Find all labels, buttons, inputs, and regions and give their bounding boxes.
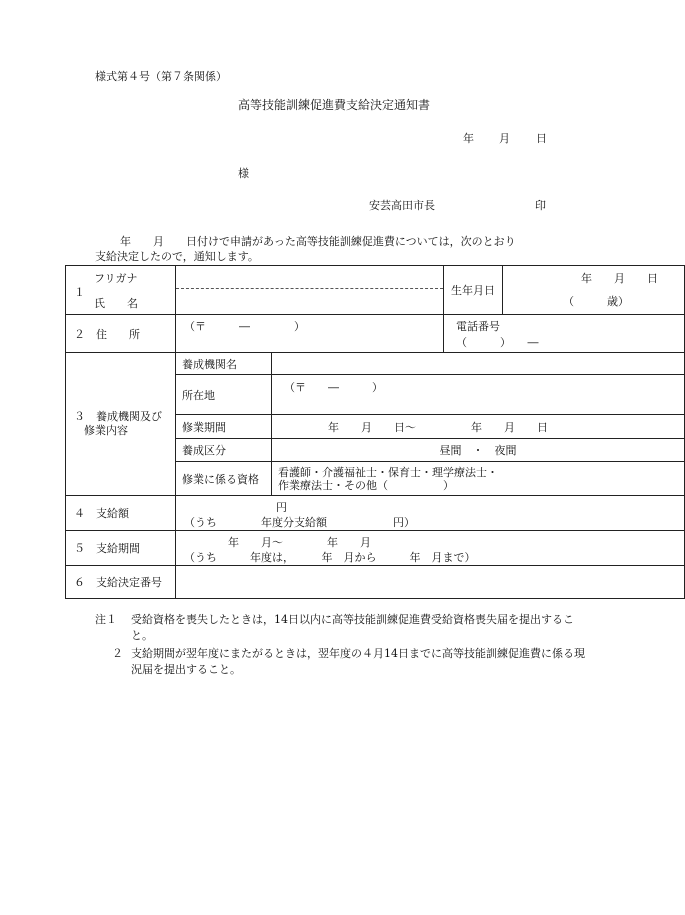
document-title: 高等技能訓練促進費支給決定通知書	[238, 98, 431, 112]
form-number: 様式第４号（第７条関係）	[95, 70, 227, 83]
qualification-line2: 作業療法士・その他（ ）	[278, 478, 454, 492]
institution-name-field[interactable]	[272, 353, 685, 375]
amount-detail: （うち 年度分支給額 円）	[184, 516, 415, 529]
address-field[interactable]	[176, 315, 444, 353]
age-value: （ 歳）	[563, 295, 629, 308]
intro-line-2: 支給決定したので，通知します。	[95, 250, 259, 263]
qualification-field[interactable]	[272, 462, 685, 496]
furigana-label: フリガナ	[94, 272, 138, 285]
addressee-suffix: 様	[238, 167, 249, 180]
period-label: 修業期間	[182, 420, 226, 434]
payment-period-detail: （うち 年度は， 年 月から 年 月まで）	[184, 551, 476, 564]
furigana-divider	[176, 288, 443, 289]
class-field[interactable]	[272, 439, 685, 462]
issuer-name: 安芸高田市長	[369, 199, 435, 212]
birthdate-label-cell	[444, 266, 503, 315]
class-label: 養成区分	[182, 444, 226, 457]
location-label-cell	[176, 375, 272, 415]
class-value: 昼間 ・ 夜間	[439, 444, 517, 457]
note-text: 支給期間が翌年度にまたがるときは，翌年度の４月14日までに高等技能訓練促進費に係る現況届を提出すること。	[131, 647, 585, 676]
period-field[interactable]	[272, 415, 685, 439]
class-label-cell	[176, 439, 272, 462]
institution-label-line1: ３ 養成機関及び	[74, 410, 162, 423]
phone-label: 電話番号	[456, 320, 500, 333]
note-text: 受給資格を喪失したときは，14日以内に高等技能訓練促進費受給資格喪失届を提出すること。	[131, 613, 574, 642]
decision-number-label: ６ 支給決定番号	[74, 576, 162, 589]
institution-name-label-cell	[176, 353, 272, 375]
period-label-cell	[176, 415, 272, 439]
decision-table	[65, 265, 685, 599]
intro-line-1: 年 月 日付けで申請があった高等技能訓練促進費については，次のとおり	[120, 235, 516, 248]
notes-section	[95, 612, 585, 678]
institution-section-label	[66, 353, 176, 496]
name-label: 氏 名	[94, 297, 138, 310]
note-number: ２	[112, 647, 123, 660]
seal-mark: 印	[535, 199, 546, 212]
period-value: 年 月 日～ 年 月 日	[328, 420, 548, 434]
amount-label: ４ 支給額	[74, 507, 129, 520]
qualification-label-cell	[176, 462, 272, 496]
name-field[interactable]	[176, 266, 444, 315]
qualification-label: 修業に係る資格	[182, 472, 259, 486]
location-field[interactable]	[272, 375, 685, 415]
institution-name-label: 養成機関名	[182, 357, 237, 371]
note-item	[95, 612, 585, 644]
location-label: 所在地	[182, 388, 215, 402]
amount-yen: 円	[276, 501, 287, 514]
address-label: ２ 住 所	[74, 327, 140, 341]
row1-label-cell	[66, 266, 176, 315]
payment-period-label: ５ 支給期間	[74, 542, 140, 555]
payment-period-field[interactable]	[176, 531, 685, 566]
period2-label-cell	[66, 531, 176, 566]
decision-number-label-cell	[66, 566, 176, 599]
date-month: 月	[499, 132, 510, 145]
amount-field[interactable]	[176, 496, 685, 531]
location-postal: （〒 ― ）	[284, 381, 383, 394]
date-day: 日	[536, 132, 547, 145]
birthdate-value: 年 月 日	[581, 272, 658, 285]
institution-label-line2: 修業内容	[84, 424, 128, 437]
address-label-cell	[66, 315, 176, 353]
birthdate-field[interactable]	[503, 266, 685, 315]
phone-field[interactable]	[444, 315, 685, 353]
birthdate-label: 生年月日	[451, 284, 495, 297]
phone-value: （ ） ―	[456, 336, 539, 349]
note-number: 注１	[95, 613, 117, 626]
qualification-line1: 看護師・介護福祉士・保育士・理学療法士・	[278, 465, 498, 479]
date-year: 年	[463, 132, 474, 145]
amount-label-cell	[66, 496, 176, 531]
payment-period-range: 年 月～ 年 月	[228, 536, 371, 549]
row1-number: １	[74, 286, 85, 299]
decision-number-field[interactable]	[176, 566, 685, 599]
note-item	[95, 646, 585, 678]
address-postal: （〒 ― ）	[184, 320, 305, 333]
